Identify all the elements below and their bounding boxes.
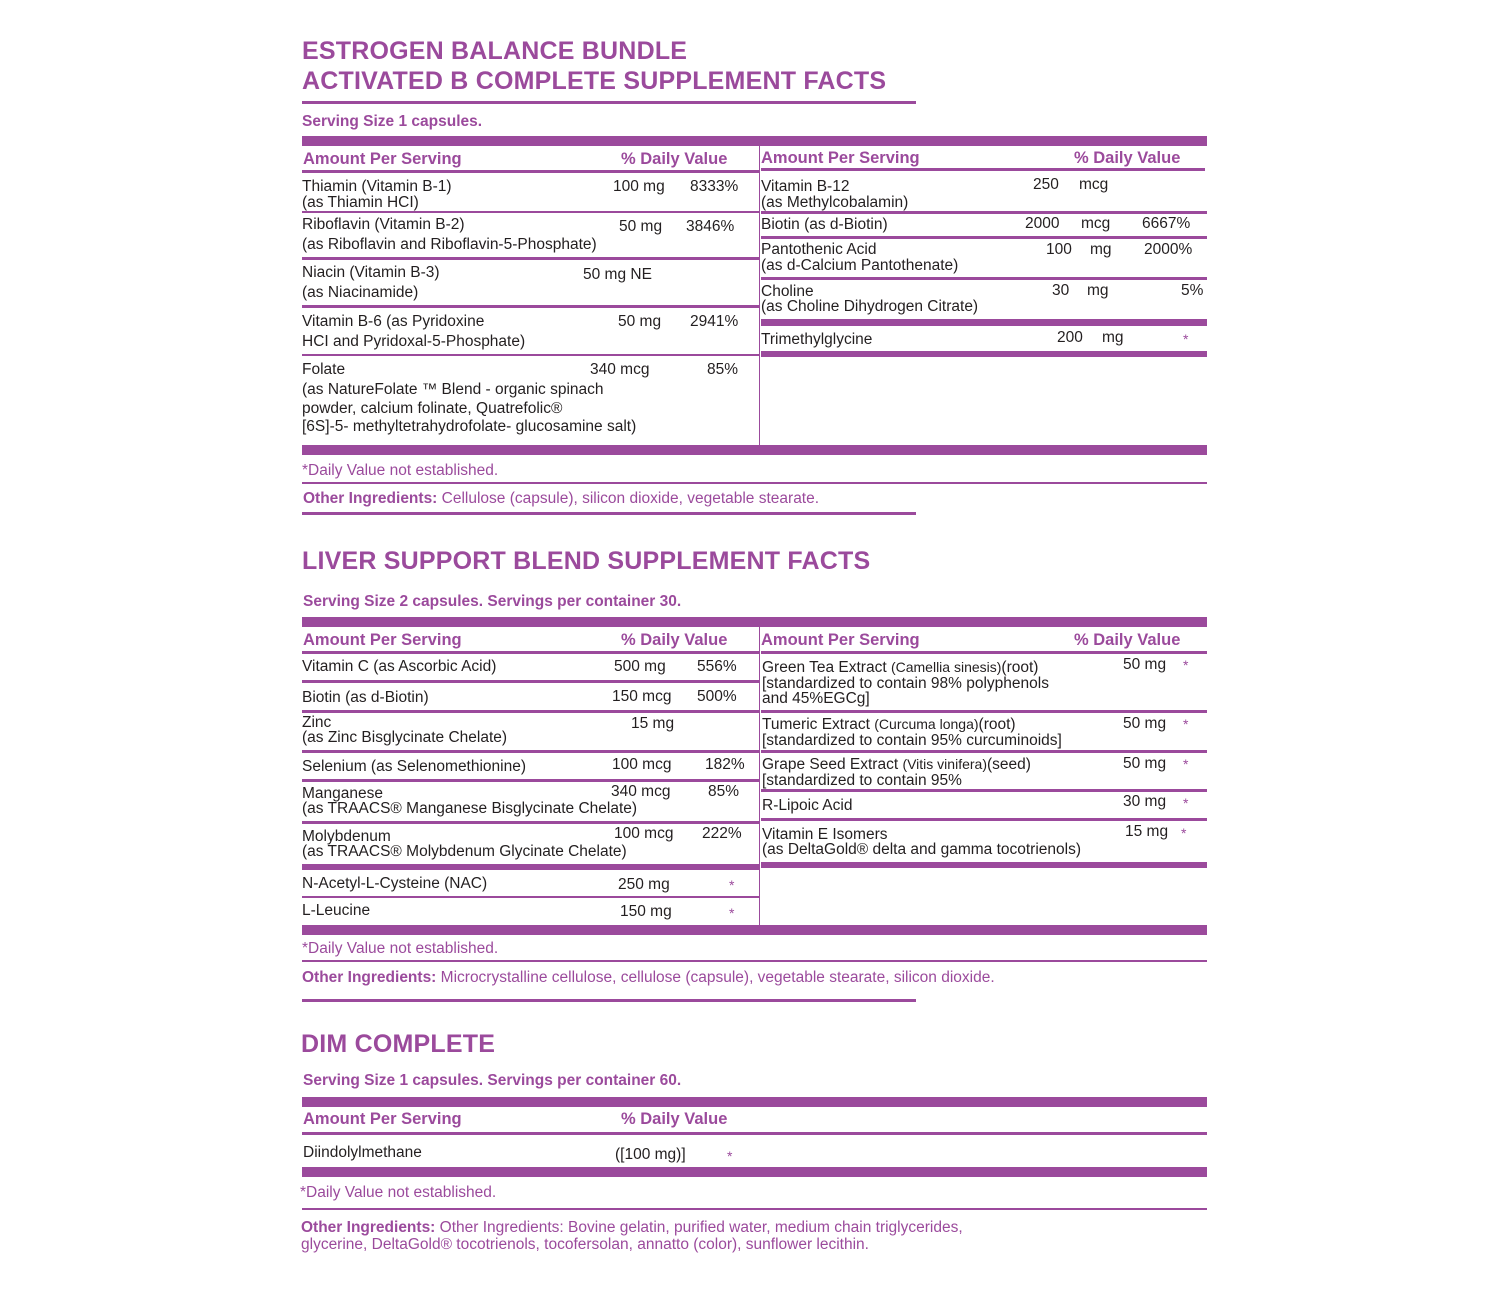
divider [761,351,1207,357]
nutrient-source: (as Zinc Bisglycinate Chelate) [302,729,508,746]
nutrient-dv: 6667% [1142,215,1191,232]
nutrient-name: R-Lipoic Acid [762,797,853,814]
serving-size: Serving Size 2 capsules. Servings per container 30. [303,593,682,610]
divider [302,482,1207,484]
nutrient-source: (as TRAACS® Molybdenum Glycinate Chelate) [302,843,627,860]
header-dv: % Daily Value [621,150,728,168]
other-ingredients: Other Ingredients: Other Ingredients: Bovine gelatin, purified water, medium chain triglycerides, [301,1219,963,1236]
nutrient-unit: mcg [1079,176,1109,193]
nutrient-name: Tumeric Extract (Curcuma longa)(root) [762,716,1016,733]
header-dv: % Daily Value [1074,631,1181,649]
divider [761,862,1207,868]
nutrient-amount: 50 mg [619,218,663,235]
nutrient-name: Manganese [302,785,384,802]
nutrient-amount: 30 mg [1123,793,1167,810]
nutrient-amount: 150 mcg [612,688,672,705]
nutrient-amount: 200 [1057,329,1083,346]
nutrient-source: [standardized to contain 95% [762,772,962,789]
nutrient-name: N-Acetyl-L-Cysteine (NAC) [302,875,488,892]
header-amount: Amount Per Serving [761,149,920,167]
divider [761,277,1207,280]
header-amount: Amount Per Serving [303,631,462,649]
asterisk-marker: * [729,905,735,921]
nutrient-source: (as Methylcobalamin) [761,194,909,211]
divider [302,960,1207,962]
nutrient-source: (as DeltaGold® delta and gamma tocotrienols) [762,841,1081,858]
asterisk-marker: * [727,1148,733,1164]
asterisk-marker: * [1183,657,1189,673]
nutrient-amount: 340 mcg [590,361,650,378]
nutrient-name: Thiamin (Vitamin B-1) [302,178,452,195]
nutrient-amount: 500 mg [614,658,666,675]
divider [761,319,1207,326]
other-ingredients: Other Ingredients: Microcrystalline cellulose, cellulose (capsule), vegetable stearate, silicon dioxide. [302,969,995,986]
nutrient-unit: mg [1102,329,1124,346]
divider [302,651,759,654]
nutrient-source: (as TRAACS® Manganese Bisglycinate Chelate) [302,800,638,817]
header-dv: % Daily Value [621,1110,728,1128]
divider [761,211,1207,214]
divider [761,750,1207,753]
nutrient-amount: 15 mg [1125,823,1169,840]
nutrient-source: and 45%EGCg] [762,690,870,707]
nutrient-name: Vitamin B-6 (as Pyridoxine [302,313,485,330]
serving-size: Serving Size 1 capsules. [302,113,483,130]
thick-divider [302,136,1207,146]
nutrient-source: HCI and Pyridoxal-5-Phosphate) [302,333,526,350]
nutrient-amount: 100 [1046,241,1072,258]
divider [302,305,759,308]
thick-divider [302,445,1207,455]
header-amount: Amount Per Serving [303,1110,462,1128]
header-dv: % Daily Value [621,631,728,649]
nutrient-source: (as Niacinamide) [302,284,419,301]
thick-divider [302,1167,1207,1177]
thick-divider [302,617,1207,627]
divider [761,818,1207,821]
nutrient-dv: 5% [1181,282,1204,299]
divider [302,680,759,683]
nutrient-amount: ([100 mg)] [615,1146,686,1163]
nutrient-name: Trimethylglycine [761,331,873,348]
divider [302,1132,1207,1135]
divider [302,170,759,173]
divider [302,211,759,213]
divider [302,710,759,713]
column-divider [759,146,760,446]
divider [302,896,759,898]
nutrient-name: Grape Seed Extract (Vitis vinifera)(seed) [762,756,1031,773]
asterisk-marker: * [1183,756,1189,772]
nutrient-amount: 50 mg NE [583,266,652,283]
divider [302,999,916,1002]
nutrient-amount: 100 mcg [612,756,672,773]
divider [761,710,1207,713]
nutrient-amount: 2000 [1025,215,1060,232]
footnote: *Daily Value not established. [302,462,499,479]
nutrient-amount: 50 mg [1123,715,1167,732]
divider [761,168,1205,171]
nutrient-source: [6S]-5- methyltetrahydrofolate- glucosamine salt) [302,418,637,435]
nutrient-dv: 3846% [686,218,735,235]
header-amount: Amount Per Serving [303,150,462,168]
nutrient-name: Biotin (as d-Biotin) [302,689,429,706]
nutrient-dv: 85% [707,361,739,378]
nutrient-amount: 100 mcg [614,825,674,842]
asterisk-marker: * [1183,331,1189,347]
nutrient-name: Green Tea Extract (Camellia sinesis)(root) [762,659,1039,676]
divider [302,864,759,870]
divider [761,651,1207,654]
serving-size: Serving Size 1 capsules. Servings per container 60. [303,1072,682,1089]
nutrient-amount: 30 [1052,282,1070,299]
nutrient-source: [standardized to contain 98% polyphenols [762,675,1049,692]
nutrient-unit: mcg [1081,215,1111,232]
nutrient-name: Molybdenum [302,828,391,845]
nutrient-unit: mg [1090,241,1112,258]
nutrient-amount: 250 [1033,176,1059,193]
nutrient-name: Vitamin B-12 [761,178,850,195]
nutrient-name: Vitamin C (as Ascorbic Acid) [302,658,497,675]
section-title-line2: ACTIVATED B COMPLETE SUPPLEMENT FACTS [302,67,887,95]
divider [302,257,759,260]
nutrient-amount: 340 mcg [611,783,671,800]
nutrient-name: Vitamin E Isomers [762,826,888,843]
nutrient-name: Pantothenic Acid [761,241,877,258]
footnote: *Daily Value not established. [300,1184,497,1201]
header-dv: % Daily Value [1074,149,1181,167]
nutrient-name: Selenium (as Selenomethionine) [302,758,527,775]
nutrient-dv: 500% [697,688,737,705]
divider [302,750,759,753]
section-title: LIVER SUPPORT BLEND SUPPLEMENT FACTS [302,547,871,575]
nutrient-name: Folate [302,361,346,378]
nutrient-name: Zinc [302,714,332,731]
asterisk-marker: * [1183,795,1189,811]
nutrient-name: Niacin (Vitamin B-3) [302,264,440,281]
asterisk-marker: * [729,877,735,893]
nutrient-name: Riboflavin (Vitamin B-2) [302,216,465,233]
asterisk-marker: * [1183,716,1189,732]
divider [302,512,916,515]
divider [761,236,1207,239]
header-amount: Amount Per Serving [761,631,920,649]
nutrient-dv: 85% [708,783,740,800]
nutrient-dv: 556% [697,658,737,675]
section-title-line1: ESTROGEN BALANCE BUNDLE [302,37,688,65]
nutrient-source: (as Choline Dihydrogen Citrate) [761,298,979,315]
nutrient-name: Choline [761,283,814,300]
nutrient-dv: 182% [705,756,745,773]
divider [302,821,759,824]
nutrient-amount: 50 mg [618,313,662,330]
divider [302,779,759,782]
nutrient-name: Biotin (as d-Biotin) [761,216,888,233]
nutrient-amount: 50 mg [1123,656,1167,673]
nutrient-dv: 2000% [1144,241,1193,258]
nutrient-amount: 100 mg [613,178,665,195]
other-ingredients: Other Ingredients: Cellulose (capsule), silicon dioxide, vegetable stearate. [303,490,820,507]
section-title: DIM COMPLETE [301,1030,496,1058]
nutrient-source: (as NatureFolate ™ Blend - organic spinach [302,381,604,398]
thick-divider [302,925,1207,935]
nutrient-unit: mg [1087,282,1109,299]
nutrient-dv: 222% [702,825,742,842]
nutrient-source: (as d-Calcium Pantothenate) [761,257,959,274]
nutrient-amount: 250 mg [618,876,670,893]
nutrient-source: (as Riboflavin and Riboflavin-5-Phosphate) [302,236,597,253]
nutrient-source: powder, calcium folinate, Quatrefolic® [302,400,563,417]
nutrient-amount: 50 mg [1123,755,1167,772]
nutrient-amount: 15 mg [631,715,675,732]
footnote: *Daily Value not established. [302,940,499,957]
divider [302,1208,1207,1210]
divider [302,354,759,356]
nutrient-source: (as Thiamin HCI) [302,194,419,211]
divider [761,789,1207,792]
nutrient-name: L-Leucine [302,902,371,919]
nutrient-dv: 2941% [690,313,739,330]
nutrient-source: [standardized to contain 95% curcuminoids] [762,732,1062,749]
column-divider [759,627,760,925]
nutrient-name: Diindolylmethane [303,1144,422,1161]
nutrient-amount: 150 mg [620,903,672,920]
thick-divider [302,1097,1207,1107]
asterisk-marker: * [1181,825,1187,841]
nutrient-dv: 8333% [690,178,739,195]
other-ingredients-line2: glycerine, DeltaGold® tocotrienols, tocofersolan, annatto (color), sunflower lecithin. [301,1236,869,1253]
divider [302,101,916,104]
